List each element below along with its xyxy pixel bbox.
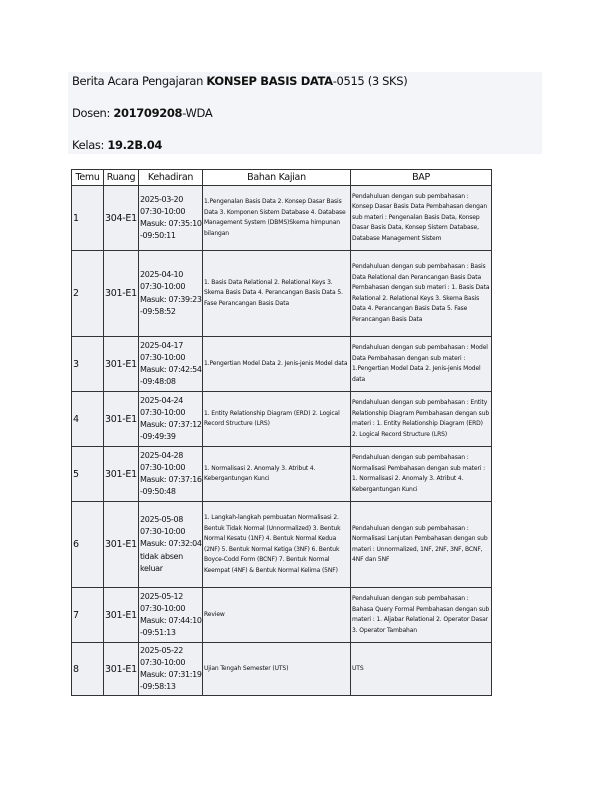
kehadiran-time: 07:30-10:00 xyxy=(140,352,186,362)
kehadiran-end: -09:58:13 xyxy=(140,682,176,692)
cell-temu: 1 xyxy=(72,186,104,251)
header-kehadiran: Kehadiran xyxy=(139,170,203,186)
attendance-table xyxy=(71,169,492,696)
cell-ruang: 301-E1 xyxy=(104,447,139,502)
cell-bahan-kajian: Review xyxy=(203,588,351,643)
cell-temu: 6 xyxy=(72,502,104,588)
cell-bap: UTS xyxy=(351,643,492,696)
kehadiran-end: -09:49:39 xyxy=(140,432,176,442)
cell-kehadiran xyxy=(139,502,203,588)
cell-temu: 7 xyxy=(72,588,104,643)
kehadiran-end: -09:50:11 xyxy=(140,231,176,241)
dosen-line xyxy=(72,106,212,120)
cell-bap: Pendahuluan dengan sub pembahasan : Konsep Dasar Basis Data Pembahasan dengan sub materi : Pengenalan Basis Data, Konsep Dasar Basis Data, Konsep Sistem Database, Database Management Sistem xyxy=(351,186,492,251)
kehadiran-time: 07:30-10:00 xyxy=(140,407,186,417)
dosen-label: Dosen: xyxy=(72,106,114,120)
kehadiran-end: -09:58:52 xyxy=(140,306,176,316)
cell-bap: Pendahuluan dengan sub pembahasan : Entity Relationship Diagram Pembahasan dengan sub materi : 1. Entity Relationship Diagram (ERD) 2. Logical Record Structure (LRS) xyxy=(351,392,492,447)
course-suffix: -0515 (3 SKS) xyxy=(332,74,408,88)
cell-temu: 4 xyxy=(72,392,104,447)
cell-temu: 3 xyxy=(72,337,104,392)
cell-bahan-kajian: 1.Pengenalan Basis Data 2. Konsep Dasar Basis Data 3. Komponen Sistem Database 4. Database Management System (DBMS)Skema himpunan bilangan xyxy=(203,186,351,251)
table-row xyxy=(72,643,492,696)
cell-kehadiran xyxy=(139,588,203,643)
cell-bahan-kajian: 1. Entity Relationship Diagram (ERD) 2. Logical Record Structure (LRS) xyxy=(203,392,351,447)
kehadiran-date: 2025-04-17 xyxy=(140,340,183,350)
course-name: KONSEP BASIS DATA xyxy=(206,74,333,88)
cell-ruang: 301-E1 xyxy=(104,337,139,392)
cell-temu: 5 xyxy=(72,447,104,502)
cell-bahan-kajian: Ujian Tengah Semester (UTS) xyxy=(203,643,351,696)
kehadiran-date: 2025-04-28 xyxy=(140,450,183,460)
cell-kehadiran xyxy=(139,251,203,337)
kehadiran-masuk: Masuk: 07:42:54 xyxy=(140,365,202,374)
table-row xyxy=(72,392,492,447)
kehadiran-time: 07:30-10:00 xyxy=(140,206,186,216)
table-row xyxy=(72,502,492,588)
kehadiran-end: -09:50:48 xyxy=(140,487,176,497)
cell-bahan-kajian: 1. Normalisasi 2. Anomaly 3. Atribut 4. Kebergantungan Kunci xyxy=(203,447,351,502)
cell-bap: Pendahuluan dengan sub pembahasan : Bahasa Query Formal Pembahasan dengan sub materi : 1. Aljabar Relational 2. Operator Dasar 3. Operator Tambahan xyxy=(351,588,492,643)
cell-kehadiran xyxy=(139,447,203,502)
kehadiran-masuk: Masuk: 07:37:12 xyxy=(140,420,202,429)
kehadiran-masuk: Masuk: 07:32:04 xyxy=(140,539,202,549)
course-title-line xyxy=(72,74,407,88)
kehadiran-date: 2025-04-10 xyxy=(140,270,183,280)
kehadiran-end: tidak absen keluar xyxy=(140,551,183,573)
kehadiran-time: 07:30-10:00 xyxy=(140,462,186,472)
kehadiran-time: 07:30-10:00 xyxy=(140,657,186,667)
header-ruang: Ruang xyxy=(104,170,139,186)
cell-kehadiran xyxy=(139,392,203,447)
cell-ruang: 301-E1 xyxy=(104,502,139,588)
kelas-value: 19.2B.04 xyxy=(107,138,163,152)
kehadiran-end: -09:51:13 xyxy=(140,628,176,638)
kelas-label: Kelas: xyxy=(72,138,108,152)
kehadiran-masuk: Masuk: 07:44:10 xyxy=(140,616,202,625)
table-row xyxy=(72,251,492,337)
kehadiran-date: 2025-05-08 xyxy=(140,514,183,524)
document-header xyxy=(68,72,542,154)
cell-bap: Pendahuluan dengan sub pembahasan : Normalisasi Lanjutan Pembahasan dengan sub materi : Unnormalized, 1NF, 2NF, 3NF, BCNF, 4NF dan 5NF xyxy=(351,502,492,588)
cell-ruang: 301-E1 xyxy=(104,251,139,337)
cell-kehadiran xyxy=(139,643,203,696)
cell-ruang: 301-E1 xyxy=(104,392,139,447)
cell-temu: 2 xyxy=(72,251,104,337)
kehadiran-time: 07:30-10:00 xyxy=(140,527,186,537)
kehadiran-masuk: Masuk: 07:35:10 xyxy=(140,219,202,228)
kehadiran-masuk: Masuk: 07:31:19 xyxy=(140,670,202,679)
table-row xyxy=(72,186,492,251)
cell-bahan-kajian: 1. Langkah-langkah pembuatan Normalisasi 2. Bentuk Tidak Normal (Unnormalized) 3. Bentuk Normal Kesatu (1NF) 4. Bentuk Normal Kedua (2NF) 5. Bentuk Normal Ketiga (3NF) 6. Bentuk Boyce-Codd Form (BCNF) 7. Bentuk Normal Keempat (4NF) & Bentuk Normal Kelima (5NF) xyxy=(203,502,351,588)
cell-temu: 8 xyxy=(72,643,104,696)
cell-bap: Pendahuluan dengan sub pembahasan : Basis Data Relational dan Perancangan Basis Data Pembahasan dengan sub materi : 1. Basis Data Relational 2. Relational Keys 3. Skema Basis Data 4. Perancangan Basis Data 5. Fase Perancangan Basis Data xyxy=(351,251,492,337)
table-header-row xyxy=(72,170,492,186)
header-temu: Temu xyxy=(72,170,104,186)
cell-bahan-kajian: 1. Basis Data Relational 2. Relational Keys 3. Skema Basis Data 4. Perancangan Basis Data 5. Fase Perancangan Basis Data xyxy=(203,251,351,337)
kehadiran-masuk: Masuk: 07:39:23 xyxy=(140,294,202,304)
kehadiran-date: 2025-03-20 xyxy=(140,194,183,204)
dosen-id: 201709208 xyxy=(113,106,183,120)
kehadiran-masuk: Masuk: 07:37:16 xyxy=(140,475,202,484)
kelas-line xyxy=(72,138,162,152)
dosen-suffix: -WDA xyxy=(182,106,213,120)
table-row xyxy=(72,337,492,392)
kehadiran-date: 2025-05-22 xyxy=(140,645,183,655)
kehadiran-time: 07:30-10:00 xyxy=(140,603,186,613)
kehadiran-end: -09:48:08 xyxy=(140,377,176,387)
header-bahan-kajian: Bahan Kajian xyxy=(203,170,351,186)
cell-ruang: 304-E1 xyxy=(104,186,139,251)
cell-ruang: 301-E1 xyxy=(104,643,139,696)
cell-bap: Pendahuluan dengan sub pembahasan : Model Data Pembahasan dengan sub materi : 1.Pengertian Model Data 2. Jenis-jenis Model data xyxy=(351,337,492,392)
title-prefix: Berita Acara Pengajaran xyxy=(72,74,207,88)
cell-ruang: 301-E1 xyxy=(104,588,139,643)
header-bap: BAP xyxy=(351,170,492,186)
table-row xyxy=(72,588,492,643)
cell-kehadiran xyxy=(139,337,203,392)
kehadiran-time: 07:30-10:00 xyxy=(140,282,186,292)
cell-bahan-kajian: 1.Pengertian Model Data 2. Jenis-jenis Model data xyxy=(203,337,351,392)
kehadiran-date: 2025-05-12 xyxy=(140,591,183,601)
cell-bap: Pendahuluan dengan sub pembahasan : Normalisasi Pembahasan dengan sub materi : 1. Normalisasi 2. Anomaly 3. Atribut 4. Kebergantungan Kunci xyxy=(351,447,492,502)
table-row xyxy=(72,447,492,502)
kehadiran-date: 2025-04-24 xyxy=(140,395,183,405)
cell-kehadiran xyxy=(139,186,203,251)
